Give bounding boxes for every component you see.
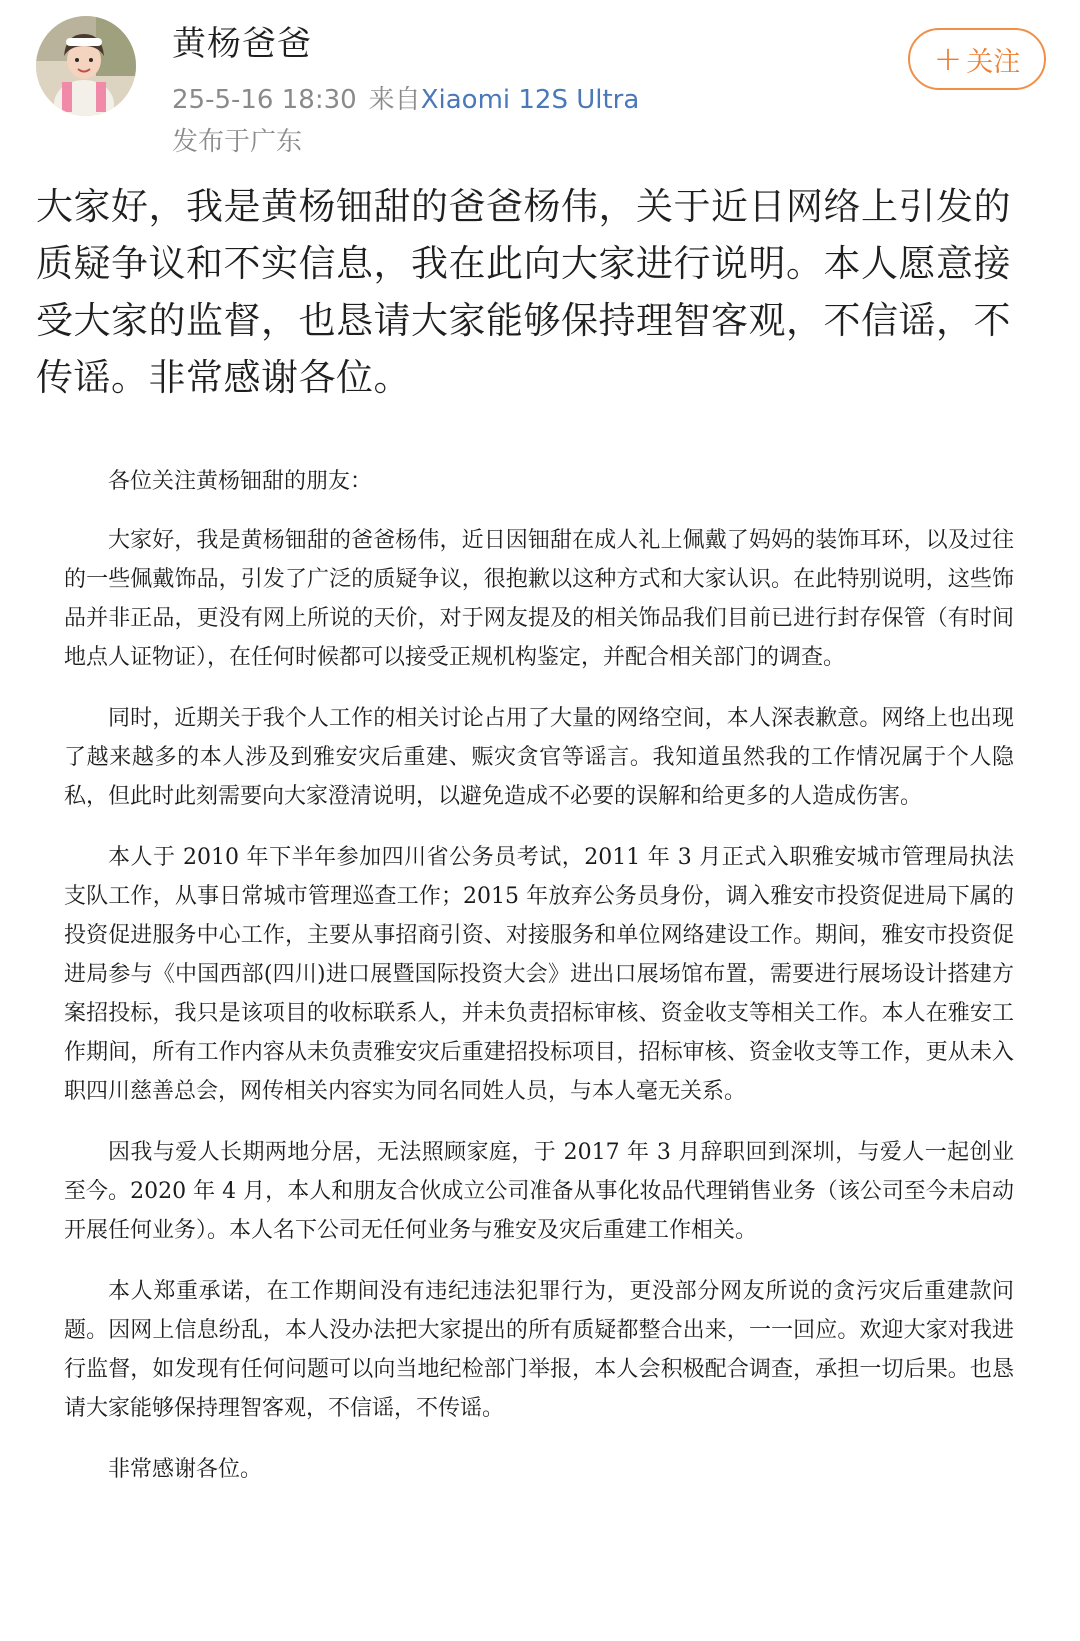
letter-paragraph: 本人郑重承诺，在工作期间没有违纪违法犯罪行为，更没部分网友所说的贪污灾后重建款问题。因网上信息纷乱，本人没办法把大家提出的所有质疑都整合出来，一一回应。欢迎大家对我进行监督，如发现有任何问题可以向当地纪检部门举报，本人会积极配合调查，承担一切后果。也恳请大家能够保持理智客观，不信谣，不传谣。 xyxy=(64,1279,1014,1421)
letter-greeting: 各位关注黄杨钿甜的朋友： xyxy=(108,469,373,494)
post-meta xyxy=(172,82,639,118)
device-link[interactable]: Xiaomi 12S Ultra xyxy=(420,85,640,115)
letter-paragraph: 同时，近期关于我个人工作的相关讨论占用了大量的网络空间，本人深表歉意。网络上也出现了越来越多的本人涉及到雅安灾后重建、赈灾贪官等谣言。我知道虽然我的工作情况属于个人隐私，但此时此刻需要向大家澄清说明，以避免造成不必要的误解和给更多的人造成伤害。 xyxy=(64,706,1014,809)
plus-icon: + xyxy=(933,39,963,79)
letter-paragraph: 本人于 2010 年下半年参加四川省公务员考试，2011 年 3 月正式入职雅安城市管理局执法支队工作，从事日常城市管理巡查工作；2015 年放弃公务员身份，调入雅安市投资促进局下属的投资促进服务中心工作，主要从事招商引资、对接服务和单位网络建设工作。期间，雅安市投资促进局参与《中国西部(四川)进口展暨国际投资大会》进出口展场馆布置，需要进行展场设计搭建方案招投标，我只是该项目的收标联系人，并未负责招标审核、资金收支等相关工作。本人在雅安工作期间，所有工作内容从未负责雅安灾后重建招投标项目，招标审核、资金收支等工作，更从未入职四川慈善总会，网传相关内容实为同名同姓人员，与本人毫无关系。 xyxy=(64,845,1014,1104)
author-name[interactable]: 黄杨爸爸 xyxy=(172,24,312,64)
statement-letter-image[interactable] xyxy=(64,462,1014,1511)
letter-paragraph: 大家好，我是黄杨钿甜的爸爸杨伟，近日因钿甜在成人礼上佩戴了妈妈的装饰耳环，以及过往的一些佩戴饰品，引发了广泛的质疑争议，很抱歉以这种方式和大家认识。在此特别说明，这些饰品并非正品，更没有网上所说的天价，对于网友提及的相关饰品我们目前已进行封存保管（有时间地点人证物证），在任何时候都可以接受正规机构鉴定，并配合相关部门的调查。 xyxy=(64,528,1014,670)
letter-paragraph: 因我与爱人长期两地分居，无法照顾家庭，于 2017 年 3 月辞职回到深圳，与爱人一起创业至今。2020 年 4 月，本人和朋友合伙成立公司准备从事化妆品代理销售业务（该公司至今未启动开展任何业务）。本人名下公司无任何业务与雅安及灾后重建工作相关。 xyxy=(64,1140,1014,1243)
post-location xyxy=(172,124,302,160)
avatar[interactable] xyxy=(36,16,136,116)
source-prefix: 来自 xyxy=(368,85,421,115)
post-header xyxy=(0,0,1080,170)
follow-label: 关注 xyxy=(966,46,1021,78)
location-value: 广东 xyxy=(250,127,303,157)
location-prefix: 发布于 xyxy=(172,127,251,157)
follow-button[interactable] xyxy=(908,28,1046,90)
child-photo-avatar-icon xyxy=(36,16,136,116)
post-body-text: 大家好，我是黄杨钿甜的爸爸杨伟，关于近日网络上引发的质疑争议和不实信息，我在此向大家进行说明。本人愿意接受大家的监督，也恳请大家能够保持理智客观，不信谣，不传谣。非常感谢各位。 xyxy=(36,185,1011,399)
letter-closing: 非常感谢各位。 xyxy=(108,1457,263,1482)
post-timestamp: 25-5-16 18:30 xyxy=(172,85,357,115)
